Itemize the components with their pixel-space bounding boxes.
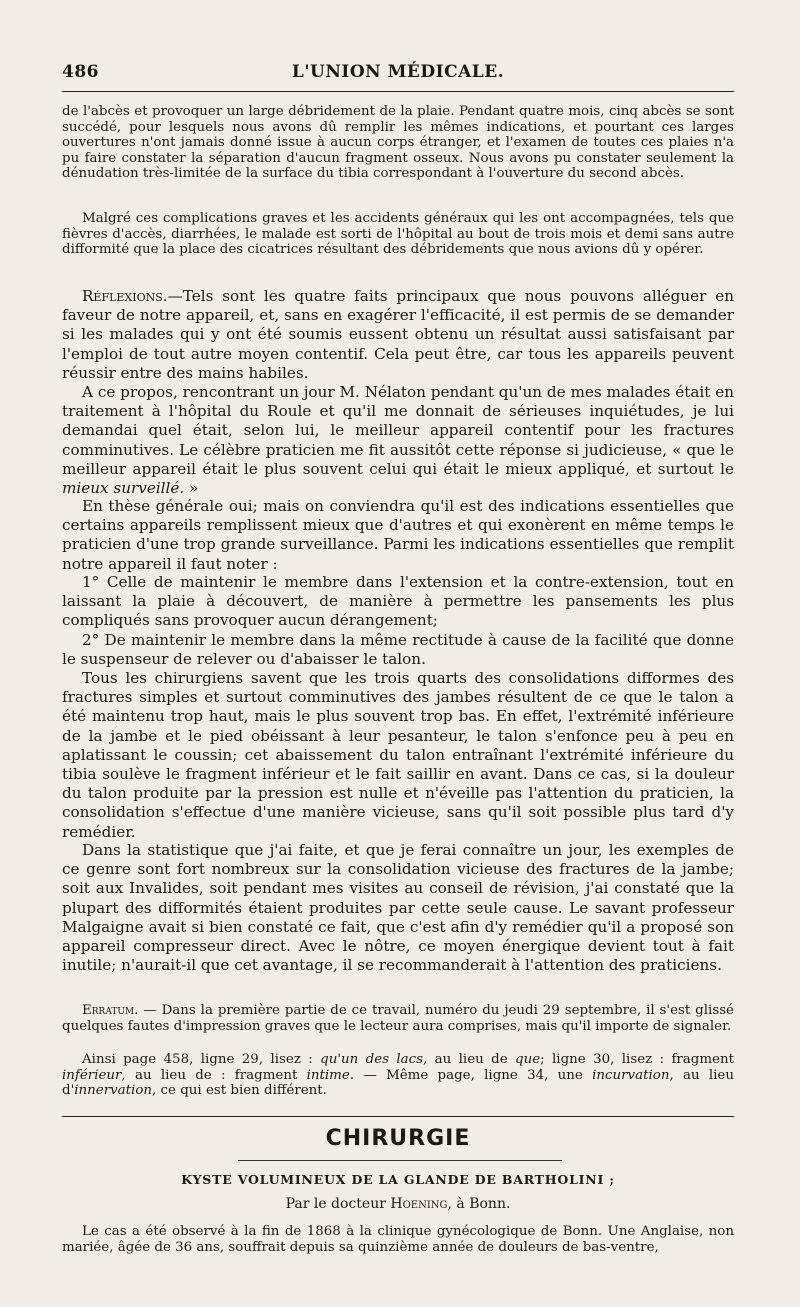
erratum-part: , au lieu d' [62, 1067, 734, 1099]
author-name: Hoening [390, 1196, 448, 1212]
paragraph-bartholini: Le cas a été observé à la fin de 1868 à la clinique gynécologique de Bonn. Une Anglaise, non mariée, âgée de 36 ans, souffrait depuis sa quinzième année de douleurs de bas-ventre, [62, 1224, 734, 1255]
paragraph-abces: de l'abcès et provoquer un large débridement de la plaie. Pendant quatre mois, cinq abcès se sont succédé, pour lesquels nous avons dû remplir les mêmes indications, et pourtant ces larges ouvertures n'ont jamais donné issue à aucun corps étranger, et l'examen de toutes ces plaies n'a pu faire constater la séparation d'aucun fragment osseux. Nous avons pu constater seulement la dénudation très-limitée de la surface du tibia correspondant à l'ouverture du second abcès. [62, 104, 734, 182]
running-header [62, 60, 734, 86]
nelaton-italic: mieux surveillé. [62, 479, 185, 498]
nelaton-end: » [184, 479, 199, 498]
paragraph-these: En thèse générale oui; mais on conviendra qu'il est des indications essentielles que certains appareils remplissent mieux que d'autres et qui exonèrent en même temps le praticien d'une trop grande surveillance. Parmi les indications essentielles que remplit notre appareil il faut noter : [62, 497, 734, 573]
paragraph-reflexions [62, 287, 734, 383]
article-author [62, 1196, 734, 1212]
erratum-part: — Même page, ligne 34, une [354, 1067, 593, 1083]
erratum-lead: Erratum. [82, 1003, 139, 1018]
erratum-italic: qu'un des lacs [320, 1052, 424, 1067]
erratum-part: ; ligne 30, lisez : fragment [540, 1052, 734, 1067]
author-prefix: Par le docteur [285, 1196, 391, 1212]
journal-title: L'UNION MÉDICALE. [291, 62, 505, 82]
section-subrule [238, 1160, 562, 1161]
erratum-text: — Dans la première partie de ce travail, numéro du jeudi 29 septembre, il s'est glissé quelques fautes d'impression graves que le lecteur aura comprises, mais qu'il importe de signaler. [62, 1003, 734, 1034]
erratum-part: , au lieu de [423, 1052, 516, 1067]
paragraph-statistique: Dans la statistique que j'ai faite, et que je ferai connaître un jour, les exemples de ce genre sont fort nombreux sur la consolidation vicieuse des fractures de la jambe; soit aux Invalides, soit pendant mes visites au conseil de révision, j'ai constaté que la plupart des difformités étaient produites par cette seule cause. Le savant professeur Malgaigne avait si bien constaté ce fait, que c'est afin d'y remédier qu'il a proposé son appareil compresseur direct. Avec le nôtre, ce moyen énergique devient tout à fait inutile; n'aurait-il que cet avantage, il se recommanderait à l'attention des praticiens. [62, 841, 734, 975]
erratum-italic: incurvation [592, 1067, 670, 1083]
erratum-italic: inférieur [62, 1067, 122, 1083]
erratum-part: , au lieu de : fragment [121, 1067, 307, 1083]
erratum-part: , ce qui est bien différent. [152, 1083, 327, 1099]
erratum-italic: intime. [306, 1067, 355, 1083]
erratum-italic: innervation [74, 1083, 153, 1099]
section-title: CHIRURGIE [325, 1126, 471, 1151]
erratum-note [62, 1003, 734, 1034]
author-suffix: , à Bonn. [447, 1196, 511, 1212]
erratum-italic: que [515, 1052, 541, 1067]
paragraph-indication-1: 1° Celle de maintenir le membre dans l'extension et la contre-extension, tout en laissant la plaie à découvert, de manière à permettre les pansements les plus compliqués sans provoquer aucun dérangement; [62, 573, 734, 630]
reflexions-text: —Tels sont les quatre faits principaux que nous pouvons alléguer en faveur de notre appareil, et, sans en exagérer l'efficacité, il est permis de se demander si les malades qui y ont été soumis eussent obtenu un résultat aussi satisfaisant par l'emploi de tout autre moyen contentif. Cela peut être, car tous les appareils peuvent réussir entre des mains habiles. [62, 287, 734, 382]
page-number: 486 [62, 62, 99, 82]
erratum-part: Ainsi page 458, ligne 29, lisez : [82, 1052, 321, 1067]
paragraph-complications: Malgré ces complications graves et les accidents généraux qui les ont accompagnées, tels que fièvres d'accès, diarrhées, le malade est sorti de l'hôpital au bout de trois mois et demi sans autre difformité que la place des cicatrices résultant des débridements que nous avions dû y opérer. [62, 211, 734, 258]
reflexions-lead: Réflexions. [82, 287, 168, 305]
paragraph-chirurgiens: Tous les chirurgiens savent que les trois quarts des consolidations difformes des fractures simples et surtout comminutives des jambes résultent de ce que le talon a été maintenu trop haut, mais le plus souvent trop bas. En effet, l'extrémité inférieure de la jambe et le pied obéissant à leur pesanteur, le talon s'enfonce peu à peu en aplatissant le coussin; cet abaissement du talon entraînant l'extrémité inférieure du tibia soulève le fragment inférieur et le fait saillir en avant. Dans ce cas, si la douleur du talon produite par la pression est nulle et n'éveille pas l'attention du praticien, la consolidation s'effectue d'une manière vicieuse, sans qu'il soit possible plus tard d'y remédier. [62, 669, 734, 841]
section-rule [62, 1116, 734, 1117]
header-rule [62, 91, 734, 92]
erratum-corrections [62, 1052, 734, 1099]
paragraph-indication-2: 2° De maintenir le membre dans la même rectitude à cause de la facilité que donne le suspenseur de relever ou d'abaisser le talon. [62, 631, 734, 669]
nelaton-text: A ce propos, rencontrant un jour M. Nélaton pendant qu'un de mes malades était en traitement à l'hôpital du Roule et qu'il me donnait de sérieuses inquiétudes, je lui demandai quel était, selon lui, le meilleur appareil contentif pour les fractures comminutives. Le célèbre praticien me fit aussitôt cette réponse si judicieuse, « que le meilleur appareil était le plus souvent celui qui était le mieux appliqué, et surtout le [62, 383, 734, 478]
article-title: KYSTE VOLUMINEUX DE LA GLANDE DE BARTHOLINI ; [181, 1172, 615, 1187]
paragraph-nelaton [62, 383, 734, 498]
